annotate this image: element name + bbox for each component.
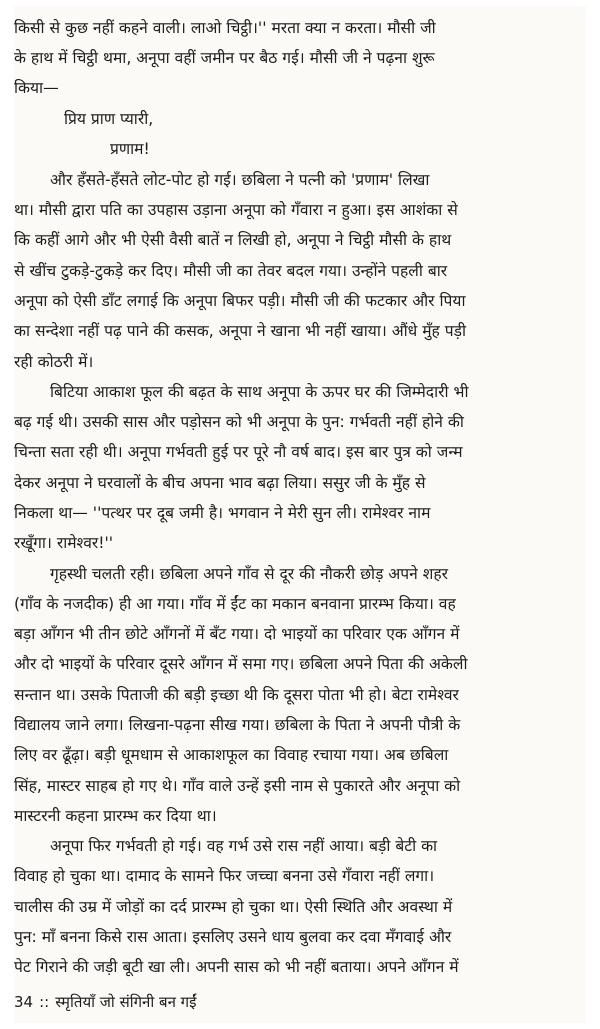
book-page [14,6,586,1023]
text-line: रखूँगा। रामेश्वर!'' [14,534,114,552]
text-line: मास्टरनी कहना प्रारम्भ कर दिया था। [14,807,217,825]
footer-separator: :: [39,993,50,1011]
text-line: किया— [14,79,59,97]
paragraph-start: बिटिया आकाश फूल की बढ़त के साथ अनूपा के ऊपर घर की जिम्मेदारी भी [50,383,469,401]
text-line: लिए वर ढूँढ़ा। बड़ी धूमधाम से आकाशफूल का विवाह रचाया गया। अब छबिला [14,746,449,764]
text-line: का सन्देशा नहीं पढ़ पाने की कसक, अनूपा ने खाना भी नहीं खाया। औंधे मुँह पड़ी [14,322,467,340]
text-line: से खींच टुकड़े-टुकड़े कर दिए। मौसी जी का तेवर बदल गया। उन्होंने पहली बार [14,262,448,280]
text-line: था। मौसी द्वारा पति का उपहास उड़ाना अनूपा को गँवारा न हुआ। इस आशंका से [14,201,458,219]
paragraph-start: अनूपा फिर गर्भवती हो गई। वह गर्भ उसे रास नहीं आया। बड़ी बेटी का [50,837,438,855]
letter-salutation: प्रिय प्राण प्यारी, [64,110,154,128]
book-title: स्मृतियाँ जो संगिनी बन गईं [55,993,197,1011]
page-number: 34 [14,993,34,1011]
text-line: और दो भाइयों के परिवार दूसरे आँगन में समा गए। छबिला अपने पिता की अकेली [14,655,468,673]
text-line: बढ़ गई थी। उसकी सास और पड़ोसन को भी अनूपा के पुन: गर्भवती नहीं होने की [14,413,464,431]
text-line: के हाथ में चिट्ठी थमा, अनूपा वहीं जमीन पर बैठ गई। मौसी जी ने पढ़ना शुरू [14,49,435,67]
paragraph-start: और हँसते-हँसते लोट-पोट हो गई। छबिला ने पत्नी को 'प्रणाम' लिखा [50,171,430,189]
text-line: कि कहीं आगे और भी ऐसी वैसी बातें न लिखी हो, अनूपा ने चिट्ठी मौसी के हाथ [14,231,452,249]
text-line: रही कोठरी में। [14,353,94,371]
text-line: सिंह, मास्टर साहब हो गए थे। गाँव वाले उन्हें इसी नाम से पुकारते और अनूपा को [14,777,461,795]
text-line: पुन: माँ बनना किसे रास आता। इसलिए उसने धाय बुलवा कर दवा मँगवाई और [14,928,452,946]
paragraph-start: गृहस्थी चलती रही। छबिला अपने गाँव से दूर की नौकरी छोड़ अपने शहर [50,565,449,583]
text-line: बड़ा आँगन भी तीन छोटे आँगनों में बँट गया। दो भाइयों का परिवार एक आँगन में [14,625,460,643]
text-line: चालीस की उम्र में जोड़ों का दर्द प्रारम्भ हो चुका था। ऐसी स्थिति और अवस्था में [14,898,453,916]
text-line: निकला था— ''पत्थर पर दूब जमी है। भगवान ने मेरी सुन ली। रामेश्वर नाम [14,504,431,522]
text-line: विवाह हो चुका था। दामाद के सामने फिर जच्चा बनना उसे गँवारा नहीं लगा। [14,867,435,885]
text-line: विद्यालय जाने लगा। लिखना-पढ़ना सीख गया। छबिला के पिता ने अपनी पौत्री के [14,716,461,734]
text-line: देकर अनूपा ने घरवालों के बीच अपना भाव बढ़ा लिया। ससुर जी के मुँह से [14,474,426,492]
text-line: चिन्ता सता रही थी। अनूपा गर्भवती हुई पर पूरे नौ वर्ष बाद। इस बार पुत्र को जन्म [14,443,463,461]
letter-greeting: प्रणाम! [110,140,150,158]
text-line: पेट गिराने की जड़ी बूटी खा ली। अपनी सास को भी नहीं बताया। अपने आँगन में [14,958,459,976]
text-line: अनूपा को ऐसी डाँट लगाई कि अनूपा बिफर पड़ी। मौसी जी की फटकार और पिया [14,292,466,310]
text-line: सन्तान था। उसके पिताजी की बड़ी इच्छा थी कि दूसरा पोता भी हो। बेटा रामेश्वर [14,686,459,704]
page-footer [14,991,197,1013]
text-line: (गाँव के नजदीक) ही आ गया। गाँव में ईंट का मकान बनवाना प्रारम्भ किया। वह [14,595,456,613]
text-line: किसी से कुछ नहीं कहने वाली। लाओ चिट्ठी।'' मरता क्या न करता। मौसी जी [14,19,436,37]
